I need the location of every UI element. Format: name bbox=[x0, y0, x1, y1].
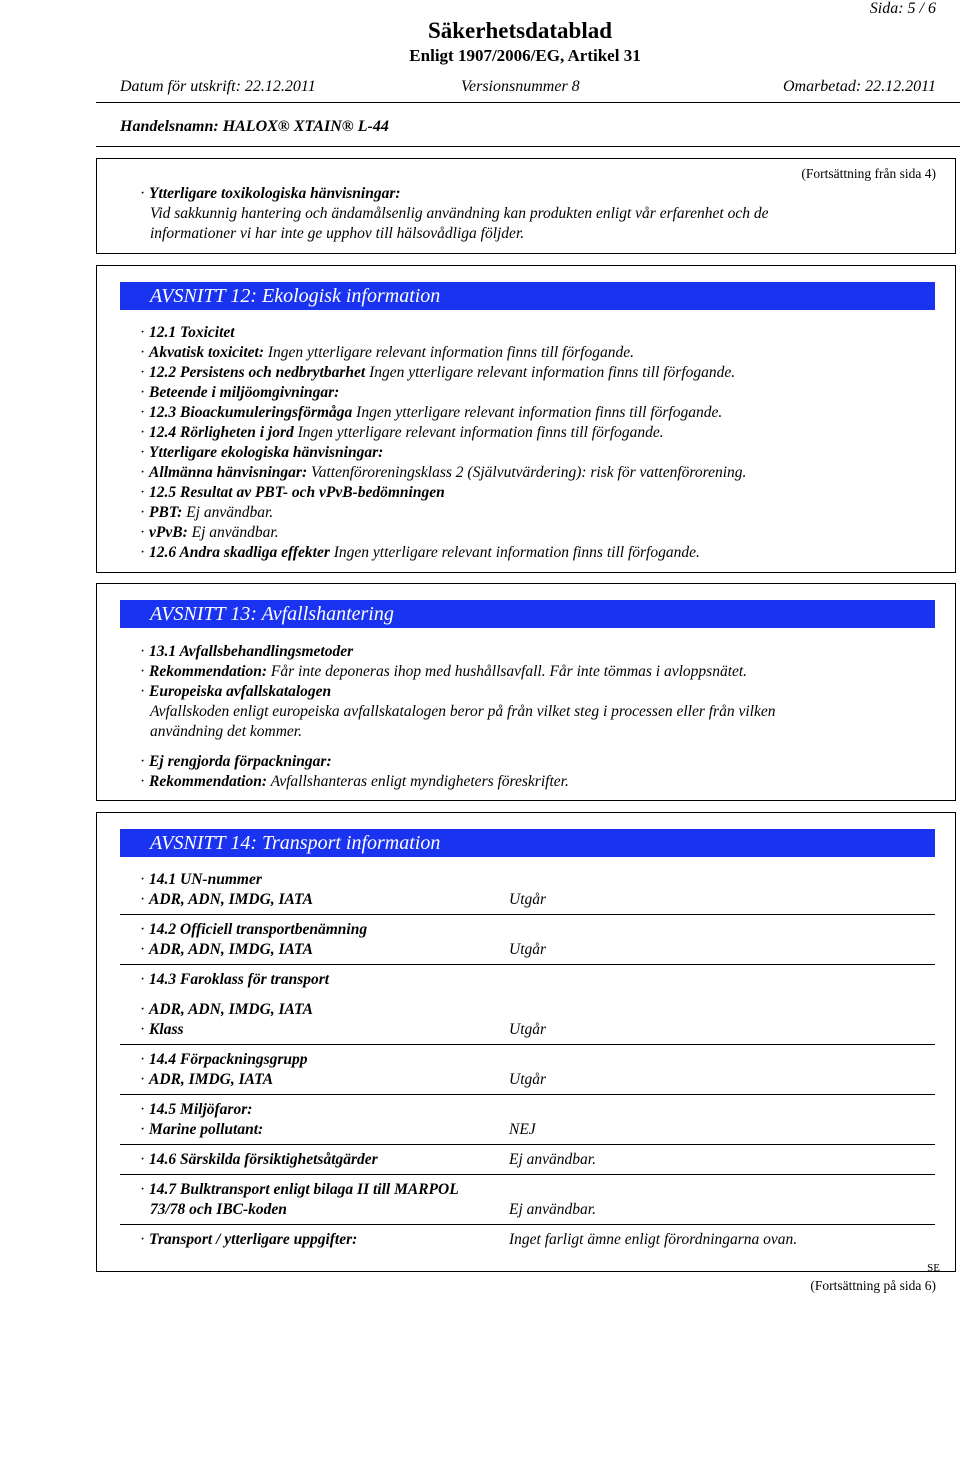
s14-row-value: Utgår bbox=[509, 1021, 547, 1038]
language-code: SE bbox=[927, 1262, 940, 1274]
s13-catalogue-text-2: användning det kommer. bbox=[150, 723, 302, 740]
tox-heading: · Ytterligare toxikologiska hänvisningar: bbox=[140, 185, 401, 202]
print-date: Datum för utskrift: 22.12.2011 bbox=[120, 78, 316, 95]
s14-row-label: · Marine pollutant: bbox=[140, 1121, 264, 1138]
s12-vpvb: · vPvB: Ej användbar. bbox=[140, 524, 279, 541]
s14-row-value: NEJ bbox=[509, 1121, 536, 1138]
tox-text-2: informationer vi har inte ge upphov till hälsovådliga följder. bbox=[150, 225, 525, 242]
s12-mobility: · 12.4 Rörligheten i jord Ingen ytterligare relevant information finns till förfogande. bbox=[140, 424, 664, 441]
section-14-title: AVSNITT 14: Transport information bbox=[120, 829, 935, 857]
divider bbox=[120, 1144, 935, 1145]
s14-row-label: · 14.2 Officiell transportbenämning bbox=[140, 921, 368, 938]
s14-row-label: · 14.5 Miljöfaror: bbox=[140, 1101, 253, 1118]
s13-recommendation-2: · Rekommendation: Avfallshanteras enligt myndigheters föreskrifter. bbox=[140, 773, 569, 790]
s12-pbt: · PBT: Ej användbar. bbox=[140, 504, 274, 521]
divider bbox=[120, 1094, 935, 1095]
document-title: Säkerhetsdatablad bbox=[427, 18, 613, 43]
s13-uncleaned: · Ej rengjorda förpackningar: bbox=[140, 753, 332, 770]
s14-row-label: · Transport / ytterligare uppgifter: bbox=[140, 1231, 358, 1248]
s13-methods: · 13.1 Avfallsbehandlingsmetoder bbox=[140, 643, 354, 660]
s14-row-label: 73/78 och IBC-koden bbox=[150, 1201, 287, 1218]
s12-general: · Allmänna hänvisningar: Vattenföroreningsklass 2 (Självutvärdering): risk för vattenförorening. bbox=[140, 464, 747, 481]
divider bbox=[120, 1224, 935, 1225]
s12-additional: · Ytterligare ekologiska hänvisningar: bbox=[140, 444, 384, 461]
page-number: Sida: 5 / 6 bbox=[869, 0, 936, 17]
s13-catalogue-text-1: Avfallskoden enligt europeiska avfallskatalogen beror på från vilket steg i processen eller från vilken bbox=[150, 703, 776, 720]
s12-other-effects: · 12.6 Andra skadliga effekter Ingen ytterligare relevant information finns till förfogande. bbox=[140, 544, 700, 561]
s14-row-label: · Klass bbox=[140, 1021, 184, 1038]
s12-aquatic: · Akvatisk toxicitet: Ingen ytterligare relevant information finns till förfogande. bbox=[140, 344, 634, 361]
section-12-title: AVSNITT 12: Ekologisk information bbox=[120, 282, 935, 310]
s12-pbt-heading: · 12.5 Resultat av PBT- och vPvB-bedömningen bbox=[140, 484, 445, 501]
s12-persistence: · 12.2 Persistens och nedbrytbarhet Ingen ytterligare relevant information finns till förfogande. bbox=[140, 364, 736, 381]
s12-bioaccumulation: · 12.3 Bioackumuleringsförmåga Ingen ytterligare relevant information finns till förfogande. bbox=[140, 404, 723, 421]
s14-row-label: · 14.1 UN-nummer bbox=[140, 871, 262, 888]
s12-toxicity: · 12.1 Toxicitet bbox=[140, 324, 235, 341]
s14-row-label: · ADR, ADN, IMDG, IATA bbox=[140, 941, 313, 958]
header-divider-2 bbox=[96, 146, 960, 147]
s14-row-value: Utgår bbox=[509, 891, 547, 908]
tox-text-1: Vid sakkunnig hantering och ändamålsenlig användning kan produkten enligt vår erfarenhet och de bbox=[150, 205, 769, 222]
s13-catalogue: · Europeiska avfallskatalogen bbox=[140, 683, 332, 700]
section-13-title: AVSNITT 13: Avfallshantering bbox=[120, 600, 935, 628]
s13-recommendation: · Rekommendation: Får inte deponeras ihop med hushållsavfall. Får inte tömmas i avloppsnätet. bbox=[140, 663, 748, 680]
s14-row-label: · 14.4 Förpackningsgrupp bbox=[140, 1051, 308, 1068]
continued-to: (Fortsättning på sida 6) bbox=[810, 1278, 936, 1293]
s14-row-value: Inget farligt ämne enligt förordningarna ovan. bbox=[509, 1231, 798, 1248]
document-subtitle: Enligt 1907/2006/EG, Artikel 31 bbox=[409, 46, 641, 65]
revised-date: Omarbetad: 22.12.2011 bbox=[782, 78, 936, 95]
header-divider bbox=[96, 102, 960, 103]
s12-behaviour: · Beteende i miljöomgivningar: bbox=[140, 384, 340, 401]
trade-name: Handelsnamn: HALOX® XTAIN® L-44 bbox=[120, 118, 389, 135]
divider bbox=[120, 1044, 935, 1045]
s14-row-label: · ADR, ADN, IMDG, IATA bbox=[140, 1001, 313, 1018]
divider bbox=[120, 1174, 935, 1175]
s14-row-label: · 14.7 Bulktransport enligt bilaga II till MARPOL bbox=[140, 1181, 459, 1198]
version-number: Versionsnummer 8 bbox=[461, 78, 580, 95]
s14-row-value: Utgår bbox=[509, 941, 547, 958]
divider bbox=[120, 964, 935, 965]
divider bbox=[120, 914, 935, 915]
s14-row-label: · ADR, ADN, IMDG, IATA bbox=[140, 891, 313, 908]
s14-row-value: Ej användbar. bbox=[509, 1201, 596, 1218]
s14-row-label: · 14.6 Särskilda försiktighetsåtgärder bbox=[140, 1151, 378, 1168]
s14-row-label: · 14.3 Faroklass för transport bbox=[140, 971, 330, 988]
s14-row-value: Ej användbar. bbox=[509, 1151, 596, 1168]
continued-from: (Fortsättning från sida 4) bbox=[801, 166, 936, 181]
s14-row-label: · ADR, IMDG, IATA bbox=[140, 1071, 274, 1088]
s14-row-value: Utgår bbox=[509, 1071, 547, 1088]
